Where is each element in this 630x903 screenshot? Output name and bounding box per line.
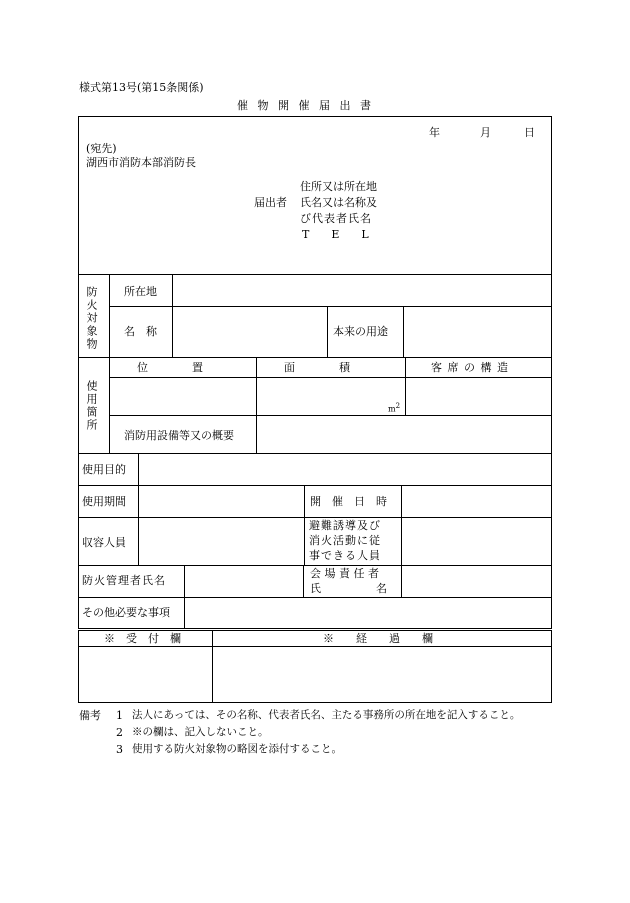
- target-original-use-label: 本来の用途: [333, 325, 388, 338]
- venue-line-2: 氏 名: [310, 582, 387, 595]
- reception-header: ※ 受 付 欄: [104, 632, 181, 645]
- form-number: 様式第13号(第15条関係): [79, 81, 204, 94]
- note-2-num: 2: [116, 726, 123, 739]
- note-1-text: 法人にあっては、その名称、代表者氏名、主たる事務所の所在地を記入すること。: [132, 709, 521, 721]
- fire-equipment-label: 消防用設備等又の概要: [124, 429, 234, 442]
- date-day: 日: [524, 126, 535, 139]
- note-3-text: 使用する防火対象物の略図を添付すること。: [132, 743, 342, 755]
- addressee: 湖西市消防本部消防長: [86, 156, 196, 169]
- form-title: 催 物 開 催 届 出 書: [237, 99, 374, 112]
- date-month: 月: [480, 126, 491, 139]
- fire-manager-label: 防火管理者氏名: [82, 574, 166, 587]
- venue-line-1: 会 場 責 任 者: [310, 567, 379, 580]
- target-side-label: 防火対象物: [85, 286, 98, 351]
- purpose-label: 使用目的: [82, 463, 126, 476]
- usage-side-label: 使用箇所: [85, 380, 98, 432]
- other-label: その他必要な事項: [82, 606, 170, 619]
- addressee-prefix: (宛先): [86, 142, 117, 155]
- evac-line-3: 事できる人員: [309, 549, 381, 562]
- period-label: 使用期間: [82, 495, 126, 508]
- applicant-label: 届出者: [254, 196, 287, 209]
- area-header: 面 積: [284, 361, 350, 374]
- area-unit-m: m: [388, 404, 396, 414]
- capacity-label: 収容人員: [82, 536, 126, 549]
- applicant-address: 住所又は所在地: [300, 180, 377, 193]
- target-location-label: 所在地: [124, 285, 157, 298]
- target-name-label: 名 称: [124, 325, 157, 338]
- evac-line-1: 避難誘導及び: [309, 519, 381, 532]
- evac-line-2: 消火活動に従: [309, 534, 381, 547]
- note-2-text: ※の欄は、記入しないこと。: [132, 726, 269, 738]
- applicant-name: 氏名又は名称及: [300, 196, 377, 209]
- note-1-num: 1: [116, 709, 123, 722]
- date-year: 年: [429, 126, 440, 139]
- area-unit-sup: 2: [395, 402, 401, 410]
- event-datetime-label: 開 催 日 時: [310, 495, 387, 508]
- applicant-tel: T E L: [302, 228, 369, 241]
- note-3-num: 3: [116, 743, 123, 756]
- applicant-representative: び代表者氏名: [300, 212, 372, 225]
- progress-header: ※ 経 過 欄: [323, 632, 433, 645]
- position-header: 位 置: [137, 361, 203, 374]
- seating-header: 客 席 の 構 造: [431, 361, 509, 374]
- notes-label: 備考: [79, 709, 101, 722]
- area-unit: [388, 403, 400, 414]
